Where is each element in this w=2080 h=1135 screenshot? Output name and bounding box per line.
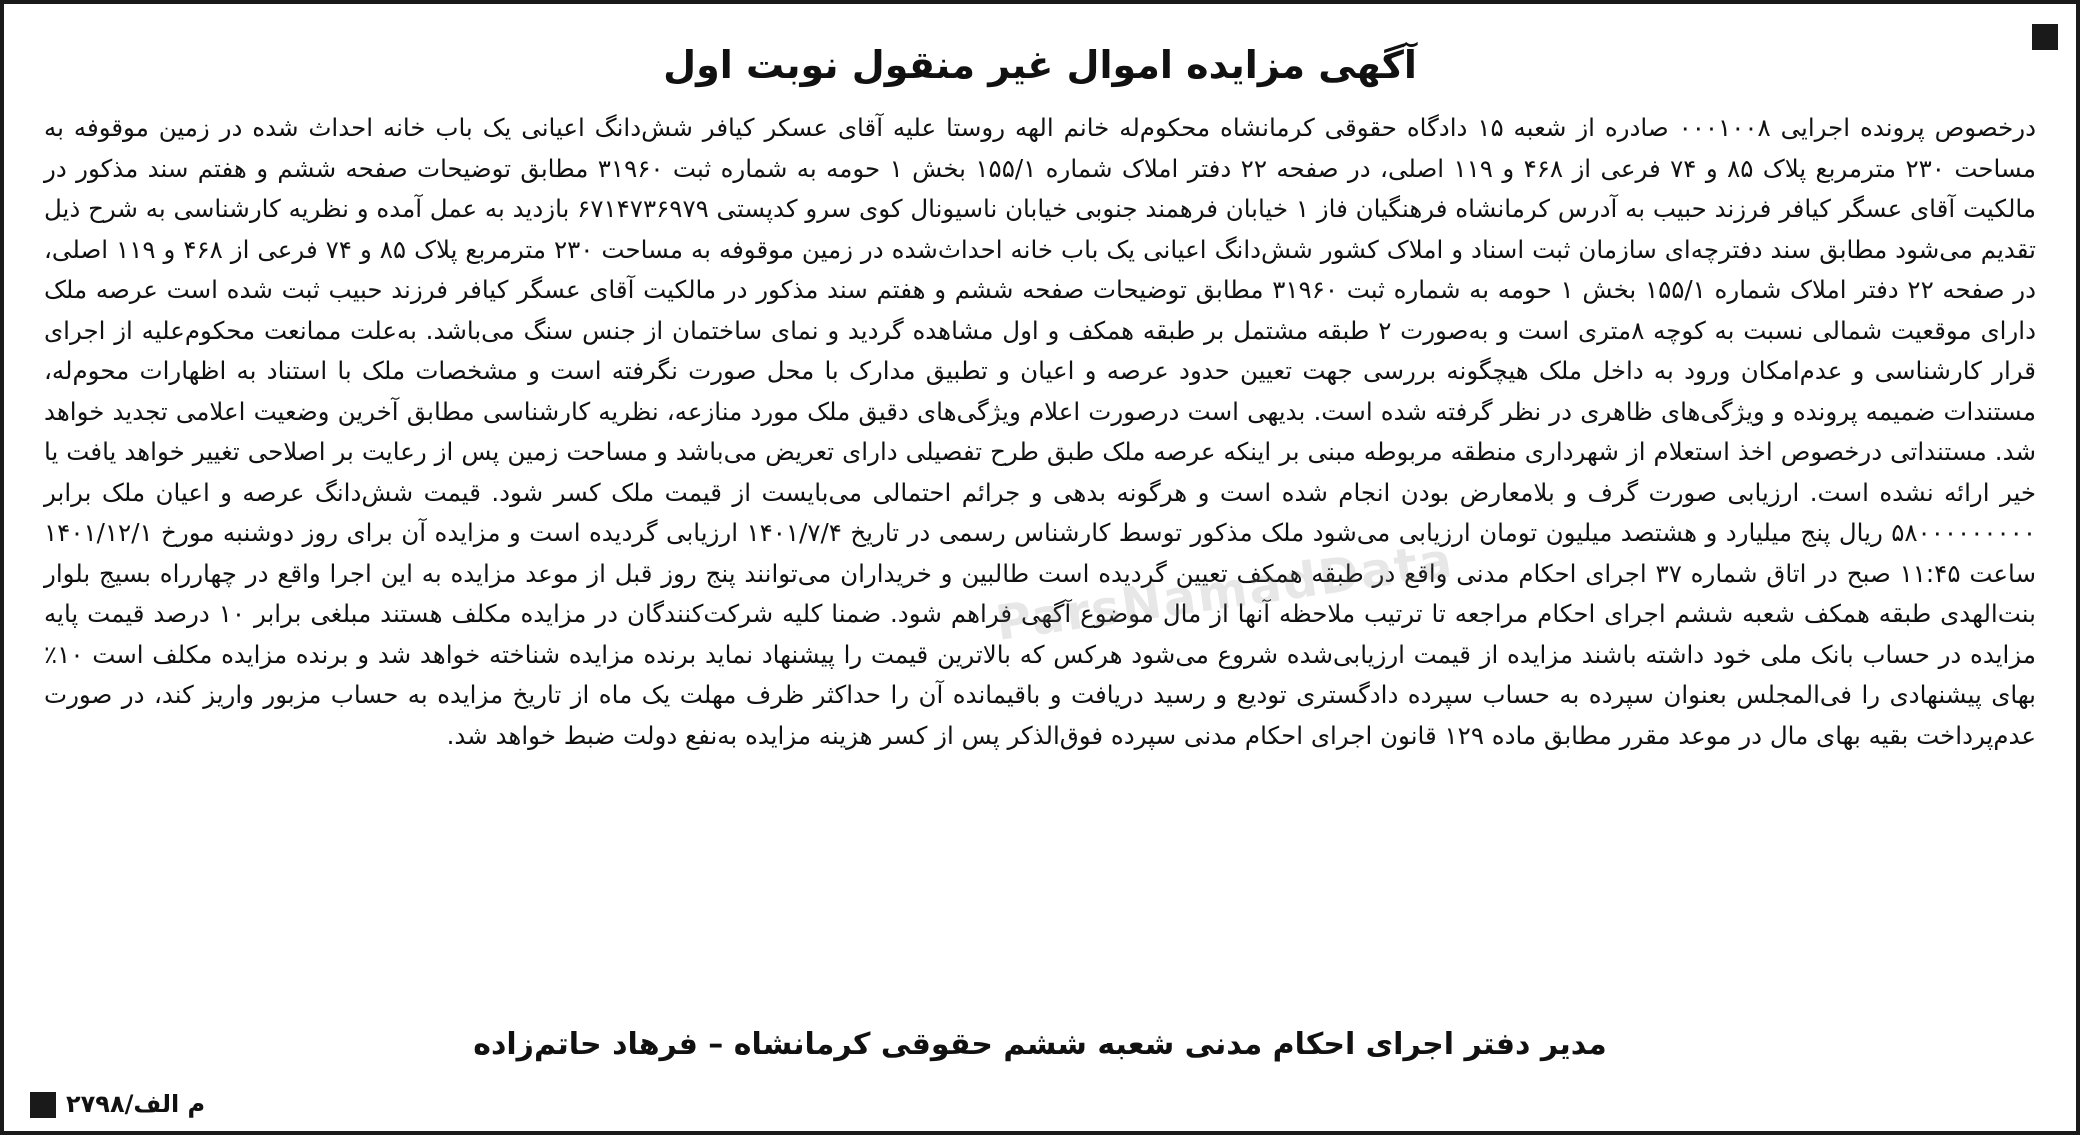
corner-square-mark [30,1092,56,1118]
notice-title: آگهی مزایده اموال غیر منقول نوبت اول [663,43,1417,87]
reference-code: م الف/۲۷۹۸ [66,1090,206,1118]
notice-signature: مدیر دفتر اجرای احکام مدنی شعبه ششم حقوقی کرمانشاه – فرهاد حاتم‌زاده [473,1027,1607,1062]
watermark: ParsNamadData [992,532,1458,652]
notice-body: درخصوص پرونده اجرایی ۰۰۰۱۰۰۸ صادره از شعبه ۱۵ دادگاه حقوقی کرمانشاه محکوم‌له خانم الهه روستا علیه آقای عسکر کیافر شش‌دانگ اعیانی یک باب خانه احداث شده در زمین موقوفه به مساحت ۲۳۰ مترمربع پلاک ۸۵ و ۷۴ فرعی از ۴۶۸ و ۱۱۹ اصلی، در صفحه ۲۲ دفتر املاک شماره ۱۵۵/۱ بخش ۱ حومه به شماره ثبت ۳۱۹۶۰ مطابق توضیحات صفحه ششم و هفتم سند مذکور در مالکیت آقای عسگر کیافر فرزند حبیب به آدرس کرمانشاه فرهنگیان فاز ۱ خیابان فرهمند جنوبی خیابان ناسیونال کوی سرو کدپستی ۶۷۱۴۷۳۶۹۷۹ بازدید به عمل آمده و نظریه کارشناسی به شرح ذیل تقدیم می‌شود مطابق سند دفترچه‌ای سازمان ثبت اسناد و املاک کشور شش‌دانگ اعیانی یک باب خانه احداث‌شده در زمین موقوفه به مساحت ۲۳۰ مترمربع پلاک ۸۵ و ۷۴ فرعی از ۴۶۸ و ۱۱۹ اصلی، در صفحه ۲۲ دفتر املاک شماره ۱۵۵/۱ بخش ۱ حومه به شماره ثبت ۳۱۹۶۰ مطابق توضیحات صفحه ششم و هفتم سند مذکور در مالکیت آقای عسگر کیافر فرزند حبیب ثبت شده است عرصه ملک دارای موقعیت شمالی نسبت به کوچه ۸متری است و به‌صورت ۲ طبقه مشتمل بر طبقه همکف و اول مشاهده گردید و نمای ساختمان از جنس سنگ می‌باشد. به‌علت ممانعت محکوم‌علیه از اجرای قرار کارشناسی و عدم‌امکان ورود به داخل ملک هیچگونه بررسی جهت تعیین حدود عرصه و اعیان و تطبیق مدارک با محل صورت نگرفته است و مشخصات ملک با استناد به اظهارات محوم‌له، مستندات ضمیمه پرونده و ویژگی‌های ظاهری در نظر گرفته شده است. بدیهی است درصورت اعلام ویژگی‌های دقیق ملک مورد منازعه، نظریه کارشناسی مطابق آخرین وضعیت اعلامی تجدید خواهد شد. مستنداتی درخصوص اخذ استعلام از شهرداری منطقه مربوطه مبنی بر اینکه عرصه ملک طبق طرح تفصیلی دارای تعریض می‌باشد و مساحت زمین پس از رعایت بر اصلاحی تغییر خواهد یافت یا خیر ارائه نشده است. ارزیابی صورت گرف و بلامعارض بودن انجام شده است و هرگونه بدهی و جرائم احتمالی می‌بایست از قیمت ملک کسر شود. قیمت شش‌دانگ عرصه و اعیان ملک برابر ۵۸۰۰۰۰۰۰۰۰۰ ریال پنج میلیارد و هشتصد میلیون تومان ارزیابی می‌شود ملک مذکور توسط کارشناس رسمی در تاریخ ۱۴۰۱/۷/۴ ارزیابی گردیده است و مزایده آن برای روز دوشنبه مورخ ۱۴۰۱/۱۲/۱ ساعت ۱۱:۴۵ صبح در اتاق شماره ۳۷ اجرای احکام مدنی واقع در طبقه همکف تعیین گردیده است طالبین و خریداران می‌توانند پنج روز قبل از موعد مزایده به این اجرا واقع در چهارراه بسیج بلوار بنت‌الهدی طبقه همکف شعبه ششم اجرای احکام مراجعه تا ترتیب ملاحظه آنها از مال موضوع آگهی فراهم شود. ضمنا کلیه شرکت‌کنندگان در مزایده مکلف هستند مبلغی برابر ۱۰ درصد قیمت پایه مزایده در حساب بانک ملی خود داشته باشند مزایده از قیمت ارزیابی‌شده شروع می‌شود هرکس که بالاترین قیمت را پیشنهاد نماید برنده مزایده شناخته خواهد شد و برنده مزایده مکلف است ۱۰٪ بهای پیشنهادی را فی‌المجلس بعنوان سپرده به حساب سپرده دادگستری تودیع و رسید دریافت و باقیمانده آن را حداکثر ظرف مهلت یک ماه از تاریخ مزایده به حساب مزبور واریز کند، در صورت عدم‌پرداخت بقیه بهای مال در موعد مقرر مطابق ماده ۱۲۹ قانون اجرای احکام مدنی سپرده فوق‌الذکر پس از کسر هزینه مزایده به‌نفع دولت ضبط خواهد شد. [44,113,2036,750]
